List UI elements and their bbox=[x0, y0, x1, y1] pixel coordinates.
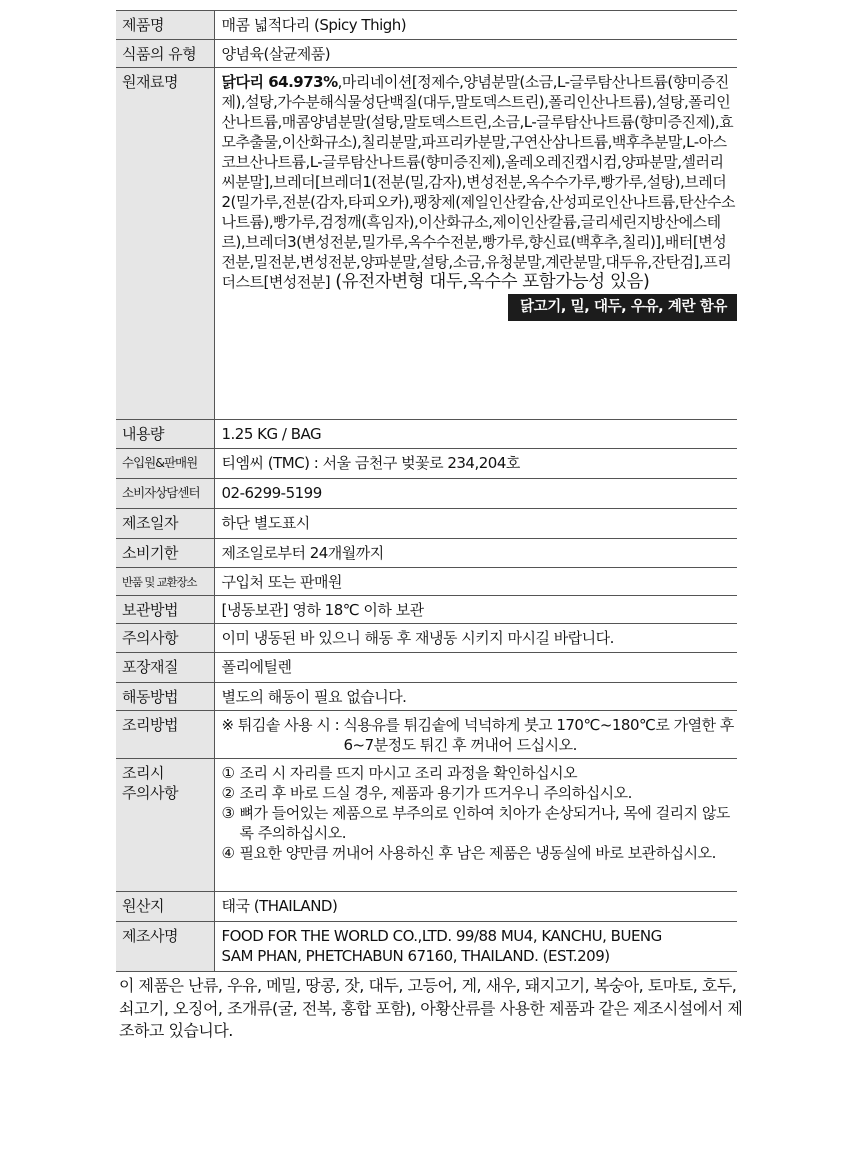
value-cooking bbox=[214, 711, 737, 759]
label-importer: 수입원&판매원 bbox=[116, 449, 214, 479]
ingredients-main: 닭다리 64.973% bbox=[221, 73, 338, 91]
row-expiry bbox=[116, 539, 737, 568]
label-net-weight: 내용량 bbox=[116, 420, 214, 449]
label-manufacturer: 제조사명 bbox=[116, 922, 214, 972]
value-manufacturer bbox=[214, 922, 737, 972]
value-caution: 이미 냉동된 바 있으니 해동 후 재냉동 시키지 마시길 바랍니다. bbox=[221, 629, 614, 647]
product-info-table bbox=[116, 10, 737, 972]
manufacturer-line-1: FOOD FOR THE WORLD CO.,LTD. 99/88 MU4, KANCHU, BUENG bbox=[221, 927, 662, 945]
cooking-note-item bbox=[222, 763, 738, 783]
value-consumer-center: 02-6299-5199 bbox=[221, 484, 322, 502]
label-packaging: 포장재질 bbox=[116, 653, 214, 683]
note-number: ④ bbox=[221, 844, 235, 862]
ingredients-rest: ,마리네이션[정제수,양념분말(소금,L-글루탐산나트륨(향미증진제),설탕,가수분해식물성단백질(대두,말토덱스트린),폴리인산나트륨),설탕,폴리인산나트륨,매콤양념분말(설탕,말토덱스트린,소금,L-글루탐산나트륨(향미증진제),효모추출물,이산화규소),칠리분말,파프리카분말,구연산삼나트륨,백후추분말,L-아스코브산나트륨,L-글루탐산나트륨(향미증진제),올레오레진캡시컴,양파분말,셀러리씨분말],브레더[브레더1(전분(밀,감자),변성전분,옥수수가루,빵가루,설탕),브레더2(밀가루,전분(감자,타피오카),팽창제(제일인산칼슘,산성피로인산나트륨,탄산수소나트륨),빵가루,검정깨(흑임자),이산화규소,제이인산칼륨,글리세린지방산에스테르),브레더3(변성전분,밀가루,옥수수전분,빵가루,향신료(백후추,칠리)],배터[변성전분,밀전분,변성전분,양파분말,설탕,소금,유청분말,계란분말,대두유,잔탄검],프리더스트[변성전분] bbox=[221, 73, 735, 291]
row-manufacture-date bbox=[116, 509, 737, 539]
value-product-name: 매콤 넓적다리 (Spicy Thigh) bbox=[221, 16, 407, 34]
value-importer: 티엠씨 (TMC) : 서울 금천구 벚꽃로 234,204호 bbox=[221, 454, 520, 472]
note-number: ① bbox=[221, 764, 235, 782]
value-food-type: 양념육(살균제품) bbox=[221, 45, 331, 63]
label-thawing: 해동방법 bbox=[116, 683, 214, 711]
row-returns bbox=[116, 568, 737, 596]
manufacturer-line-2: SAM PHAN, PHETCHABUN 67160, THAILAND. (EST.209) bbox=[221, 947, 610, 965]
label-cooking-notes-line-2: 주의사항 bbox=[122, 784, 178, 802]
ingredients-text bbox=[222, 72, 738, 292]
value-thawing: 별도의 해동이 필요 없습니다. bbox=[221, 688, 407, 706]
value-net-weight: 1.25 KG / BAG bbox=[221, 425, 322, 443]
value-returns: 구입처 또는 판매원 bbox=[221, 573, 342, 591]
row-storage bbox=[116, 596, 737, 624]
row-caution bbox=[116, 624, 737, 653]
row-manufacturer bbox=[116, 922, 737, 972]
value-cooking-notes bbox=[214, 759, 737, 892]
row-cooking-notes bbox=[116, 759, 737, 892]
value-packaging: 폴리에틸렌 bbox=[221, 658, 292, 676]
label-storage: 보관방법 bbox=[116, 596, 214, 624]
gmo-note: (유전자변형 대두,옥수수 포함가능성 있음) bbox=[330, 272, 650, 292]
label-cooking-notes-line-1: 조리시 bbox=[122, 764, 164, 782]
row-consumer-center bbox=[116, 479, 737, 509]
label-caution: 주의사항 bbox=[116, 624, 214, 653]
note-text: 조리 후 바로 드실 경우, 제품과 용기가 뜨거우니 주의하십시오. bbox=[239, 784, 632, 802]
note-text: 조리 시 자리를 뜨지 마시고 조리 과정을 확인하십시오 bbox=[239, 764, 578, 782]
label-returns: 반품 및 교환장소 bbox=[116, 568, 214, 596]
row-packaging bbox=[116, 653, 737, 683]
note-text: 뼈가 들어있는 제품으로 부주의로 인하여 치아가 손상되거나, 목에 걸리지 않도록 주의하십시오. bbox=[239, 804, 730, 842]
note-number: ② bbox=[221, 784, 235, 802]
allergy-badge: 닭고기, 밀, 대두, 우유, 계란 함유 bbox=[508, 294, 737, 321]
product-info-table-wrapper bbox=[116, 10, 737, 972]
cooking-note-item bbox=[222, 783, 738, 803]
label-food-type: 식품의 유형 bbox=[116, 40, 214, 68]
value-manufacture-date: 하단 별도표시 bbox=[221, 514, 310, 532]
row-importer bbox=[116, 449, 737, 479]
note-number: ③ bbox=[221, 804, 235, 822]
cooking-line-1: ※ 튀김솥 사용 시 : 식용유를 튀김솥에 넉넉하게 붓고 170℃~180℃로 가열한 후 bbox=[221, 716, 734, 734]
value-storage: [냉동보관] 영하 18℃ 이하 보관 bbox=[221, 601, 424, 619]
value-ingredients bbox=[214, 68, 737, 420]
value-origin: 태국 (THAILAND) bbox=[221, 897, 338, 915]
cooking-note-item bbox=[222, 803, 738, 843]
row-ingredients bbox=[116, 68, 737, 420]
label-manufacture-date: 제조일자 bbox=[116, 509, 214, 539]
row-cooking bbox=[116, 711, 737, 759]
allergen-facility-notice: 이 제품은 난류, 우유, 메밀, 땅콩, 잣, 대두, 고등어, 게, 새우, 돼지고기, 복숭아, 토마토, 호두, 쇠고기, 오징어, 조개류(굴, 전복, 홍합 포함), 아황산류를 사용한 제품과 같은 제조시설에서 제조하고 있습니다. bbox=[119, 976, 743, 1040]
row-product-name bbox=[116, 11, 737, 40]
label-expiry: 소비기한 bbox=[116, 539, 214, 568]
label-product-name: 제품명 bbox=[116, 11, 214, 40]
allergy-row bbox=[222, 292, 738, 325]
row-food-type bbox=[116, 40, 737, 68]
label-consumer-center: 소비자상담센터 bbox=[116, 479, 214, 509]
note-text: 필요한 양만큼 꺼내어 사용하신 후 남은 제품은 냉동실에 바로 보관하십시오. bbox=[239, 844, 716, 862]
label-origin: 원산지 bbox=[116, 892, 214, 922]
row-thawing bbox=[116, 683, 737, 711]
cooking-line-2: 6~7분정도 튀긴 후 꺼내어 드십시오. bbox=[343, 736, 577, 754]
label-cooking: 조리방법 bbox=[116, 711, 214, 759]
cooking-note-item bbox=[222, 843, 738, 863]
label-ingredients: 원재료명 bbox=[116, 68, 214, 420]
row-net-weight bbox=[116, 420, 737, 449]
row-origin bbox=[116, 892, 737, 922]
value-expiry: 제조일로부터 24개월까지 bbox=[221, 544, 384, 562]
label-cooking-notes bbox=[116, 759, 214, 892]
